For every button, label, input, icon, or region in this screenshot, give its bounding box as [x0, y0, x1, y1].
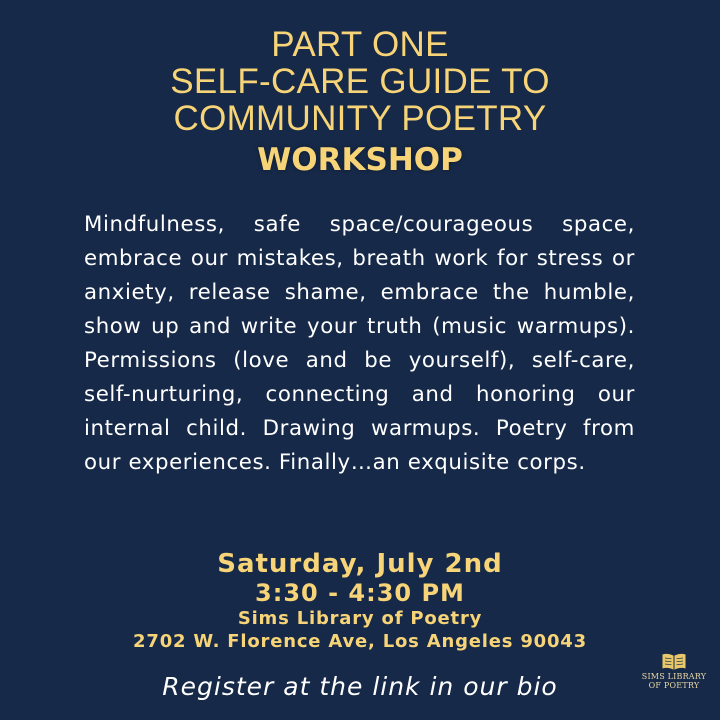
title-block	[0, 26, 720, 178]
workshop-heading: WORKSHOP	[257, 142, 463, 178]
open-book-icon	[661, 652, 687, 672]
event-address: 2702 W. Florence Ave, Los Angeles 90043	[133, 631, 587, 652]
event-date: Saturday, July 2nd	[217, 549, 503, 579]
logo-text-line-2: OF POETRY	[648, 681, 700, 690]
logo-text-line-1: SIMS LIBRARY	[641, 672, 707, 681]
workshop-description: Mindfulness, safe space/courageous space, embrace our mistakes, breath work for stress or anxiety, release shame, embrace the humble, show up and write your truth (music warmups). Permissions (love and be yourself), self-care, self-nurturing, connecting and honoring our internal child. Drawing warmups. Poetry from our experiences. Finally…an exquisite corps.	[84, 212, 635, 475]
register-call-to-action: Register at the link in our bio	[162, 672, 558, 701]
sims-library-logo	[634, 652, 714, 702]
event-time: 3:30 - 4:30 PM	[255, 579, 465, 607]
title-line-1: PART ONE	[271, 25, 449, 64]
title-line-2: SELF-CARE GUIDE TO	[170, 62, 550, 101]
title-line-3: COMMUNITY POETRY	[173, 99, 547, 138]
event-venue: Sims Library of Poetry	[237, 608, 483, 629]
event-info	[0, 548, 720, 653]
